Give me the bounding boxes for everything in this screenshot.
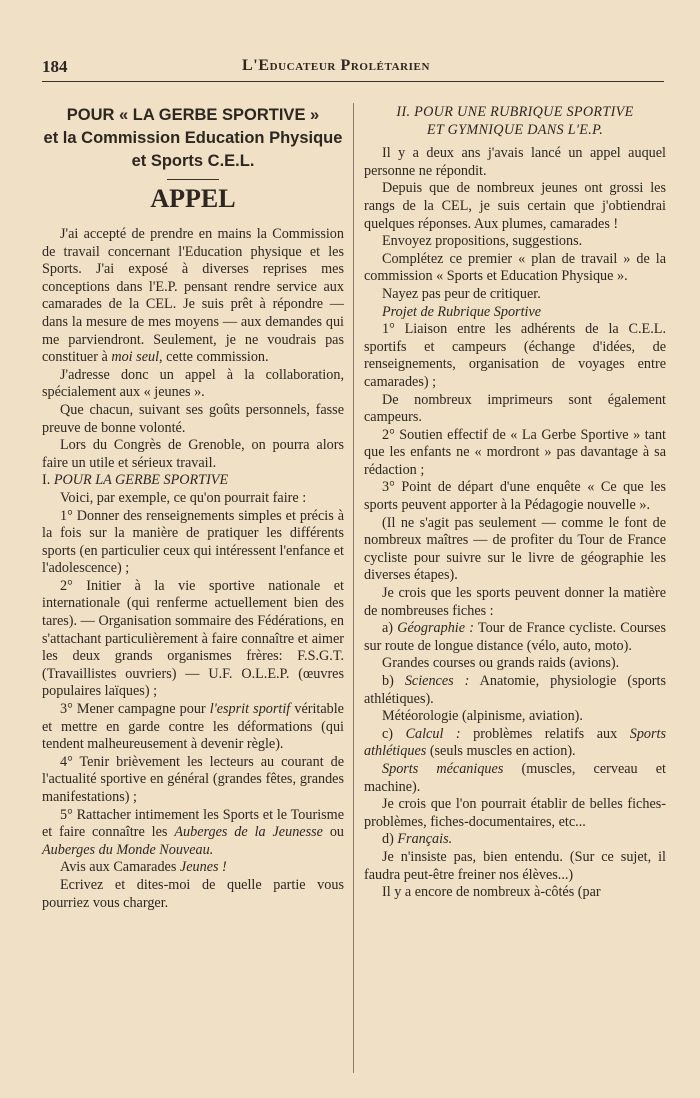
list-item: c) Calcul : problèmes relatifs aux Sports athlétiques (seuls muscles en action). xyxy=(364,725,666,760)
right-column xyxy=(364,104,666,902)
paragraph: (Il ne s'agit pas seulement — comme le font de nombreux maîtres — de profiter du Tour de France cycliste pour suivre sur le livre de géographie les diverses étapes). xyxy=(364,514,666,584)
paragraph: Depuis que de nombreux jeunes ont grossi les rangs de la CEL, je suis certain que j'obtiendrai quelques réponses. Aux plumes, camarades ! xyxy=(364,180,666,232)
paragraph: Voici, par exemple, ce qu'on pourrait faire : xyxy=(60,489,307,506)
list-item: 4° Tenir brièvement les lecteurs au courant de l'actualité sportive en général (grandes fêtes, grandes manifestations) ; xyxy=(42,753,344,805)
list-item: b) Sciences : Anatomie, physiologie (sports athlétiques). xyxy=(364,673,666,707)
projet-subheading: Projet de Rubrique Sportive xyxy=(382,303,542,320)
title-separator xyxy=(167,179,219,180)
appel-heading: APPEL xyxy=(150,184,236,213)
list-item: a) Géographie : Tour de France cycliste. Courses sur route de longue distance (vélo, auto, moto). xyxy=(364,620,666,654)
paragraph: Lors du Congrès de Grenoble, on pourra alors faire un utile et sérieux travail. xyxy=(42,437,344,471)
list-item: 5° Rattacher intimement les Sports et le Tourisme et faire connaître les Auberges de la Jeunesse ou Auberges du Monde Nouveau. xyxy=(42,806,345,858)
list-item: 2° Soutien effectif de « La Gerbe Sportive » tant que les enfants ne « mordront » pas davantage à sa rédaction ; xyxy=(364,426,666,478)
page-number: 184 xyxy=(42,57,68,76)
paragraph: Avis aux Camarades Jeunes ! xyxy=(60,859,227,876)
paragraph: Météorologie (alpinisme, aviation). xyxy=(382,708,583,725)
paragraph: Que chacun, suivant ses goûts personnels, fasse preuve de bonne volonté. xyxy=(42,401,344,436)
paragraph: Grandes courses ou grands raids (avions). xyxy=(382,655,620,672)
list-item: 3° Mener campagne pour l'esprit sportif véritable et mettre en garde contre les déformations (qui tendent malheureusement à devenir règle). xyxy=(42,701,344,753)
paragraph: Sports mécaniques (muscles, cerveau et machine). xyxy=(364,760,666,795)
list-item: 1° Donner des renseignements simples et précis à la fois sur la manière de pratiquer les différents sports (en particulier ceux qui intéressent l'enfance et l'adolescence) ; xyxy=(42,507,344,577)
running-title: L'Educateur Prolétarien xyxy=(242,57,431,74)
article-title-line-2: et la Commission Education Physique xyxy=(43,129,343,147)
paragraph: J'ai accepté de prendre en mains la Commission de travail concernant l'Education physique et les Sports. J'ai exposé à diverses reprises mes conceptions dans l'E.P. pensant rendre service aux camarades de la CEL. Je suis prêt à répondre — dans la mesure de mes moyens — aux demandes qui me parviendront. Seulement, je ne voudrais pas constituer à moi seul, cette commission. xyxy=(42,226,344,366)
column-divider xyxy=(353,103,354,1073)
section-1-heading: I. POUR LA GERBE SPORTIVE xyxy=(42,472,229,489)
paragraph: De nombreux imprimeurs sont également campeurs. xyxy=(364,391,666,426)
paragraph: Il y a deux ans j'avais lancé un appel auquel personne ne répondit. xyxy=(364,145,666,179)
list-item: 1° Liaison entre les adhérents de la C.E.L. sportifs et campeurs (échange d'idées, de renseignements, organisation de voyages entre camarades) ; xyxy=(364,321,666,390)
paragraph: Il y a encore de nombreux à-côtés (par xyxy=(382,884,601,901)
list-item: 3° Point de départ d'une enquête « Ce que les sports peuvent apporter à la Pédagogie nouvelle ». xyxy=(364,479,666,514)
paragraph: Je crois que les sports peuvent donner la matière de nombreuses fiches : xyxy=(364,585,666,619)
paragraph: Complétez ce premier « plan de travail » de la commission « Sports et Education Physique ». xyxy=(364,250,666,285)
paragraph: Nayez pas peur de critiquer. xyxy=(382,285,541,302)
list-item: d) Français. xyxy=(382,831,453,848)
paragraph: J'adresse donc un appel à la collaboration, spécialement aux « jeunes ». xyxy=(42,366,344,401)
list-item: 2° Initier à la vie sportive nationale et internationale (qui renferme actuellement bien des tares). — Organisation sommaire des Fédérations, en s'attachant particulièrement à faire connaître et aimer les deux grands organismes frères: F.S.G.T. (Travaillistes ouvriers) — U.F. O.L.E.P. (œuvres populaires laïques) ; xyxy=(42,577,344,700)
paragraph: Envoyez propositions, suggestions. xyxy=(382,233,583,250)
section-2-heading-line-1: II. POUR UNE RUBRIQUE SPORTIVE xyxy=(396,104,634,120)
left-column xyxy=(42,104,344,912)
article-title-line-1: POUR « LA GERBE SPORTIVE » xyxy=(66,106,320,124)
paragraph: Je n'insiste pas, bien entendu. (Sur ce sujet, il faudra peut-être freiner nos élèves...) xyxy=(364,848,666,883)
page-header xyxy=(42,55,664,82)
section-2-heading-line-2: ET GYMNIQUE DANS L'E.P. xyxy=(426,121,604,138)
article-title-line-3: et Sports C.E.L. xyxy=(131,152,255,170)
paragraph: Ecrivez et dites-moi de quelle partie vous pourriez vous charger. xyxy=(42,876,344,911)
paragraph: Je crois que l'on pourrait établir de belles fiches-problèmes, fiches-documentaires, etc... xyxy=(364,796,666,830)
